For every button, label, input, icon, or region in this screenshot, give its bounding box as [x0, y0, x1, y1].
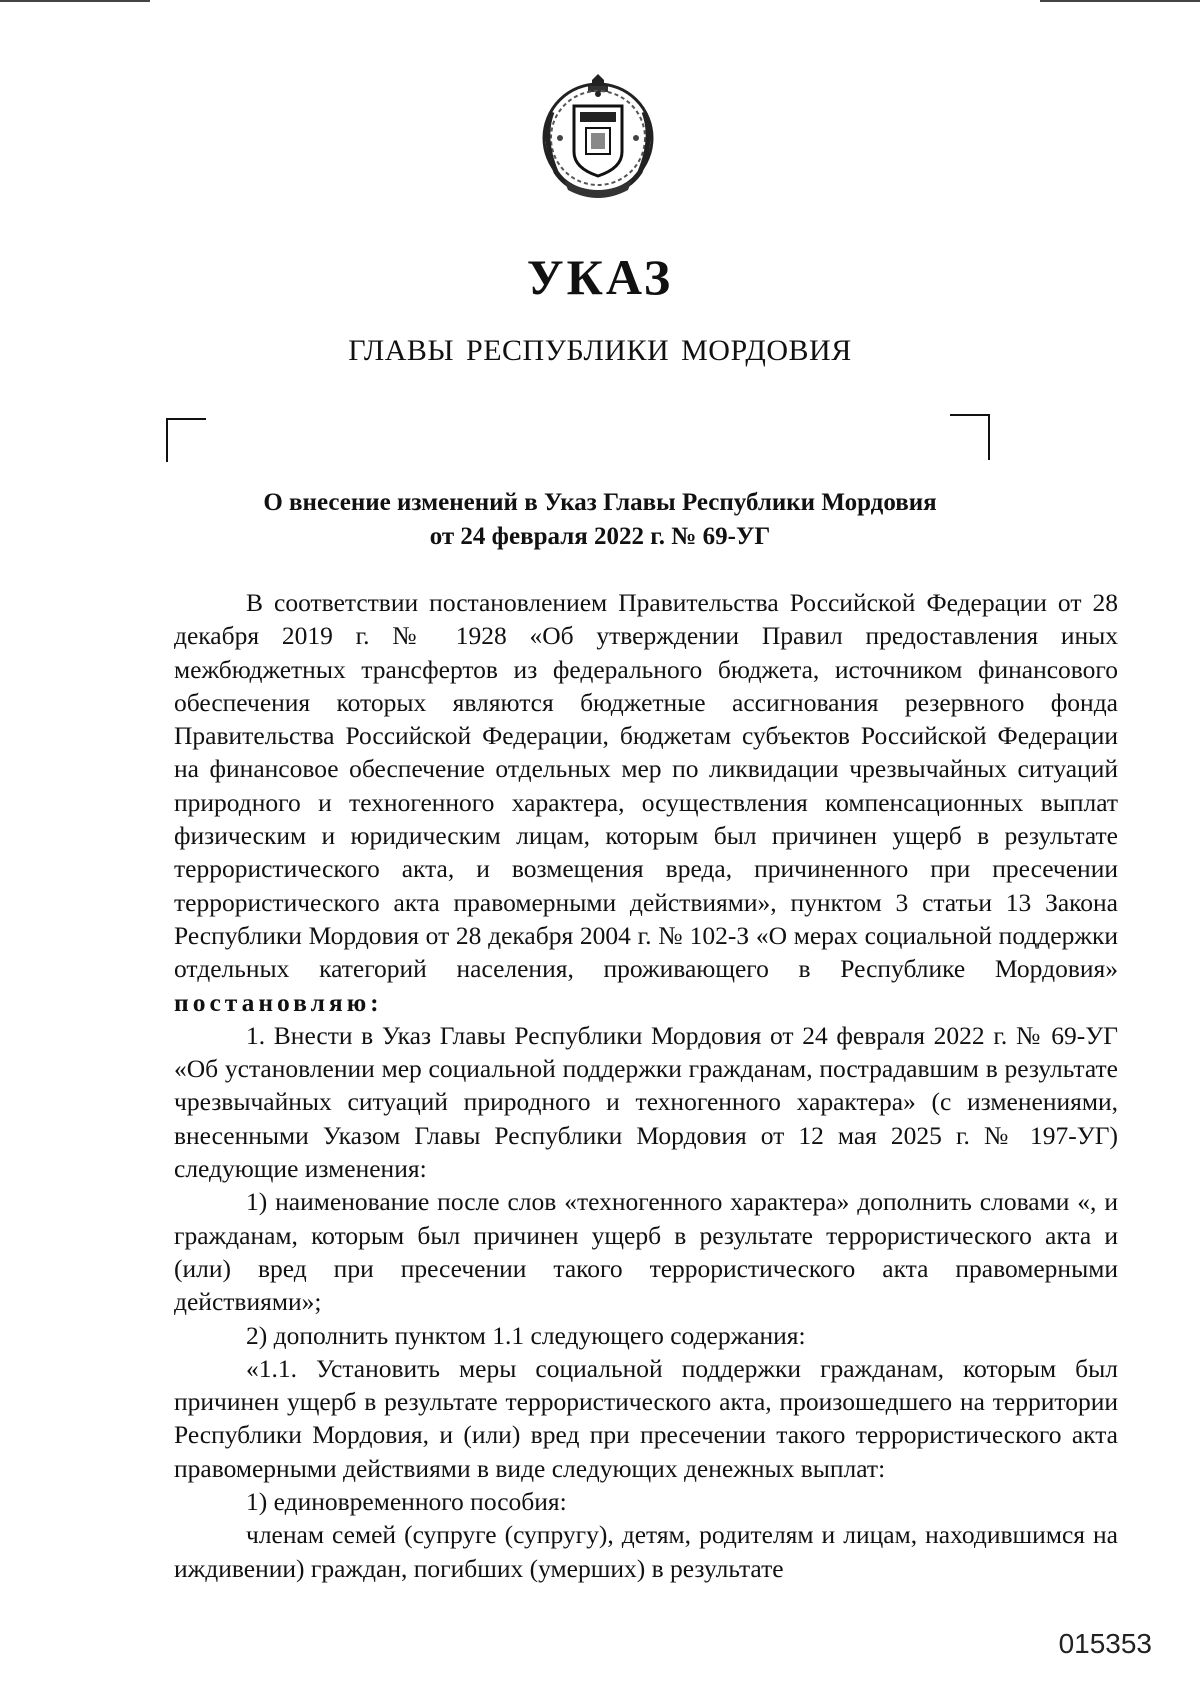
- paragraph-item-1-1: «1.1. Установить меры социальной поддержки гражданам, которым был причинен ущерб в результате террористического акта, произошедшего на территории Республики Мордовия, и (или) вред при пресечении такого террористического акта правомерными действиями в виде следующих денежных выплат:: [174, 1353, 1118, 1483]
- preamble-paragraph: [174, 586, 1118, 1019]
- preamble-text: В соответствии постановлением Правительства Российской Федерации от 28 декабря 2019 г. № 1928 «Об утверждении Правил предоставления иных межбюджетных трансфертов из федерального бюджета, источником финансового обеспечения которых являются бюджетные ассигнования резервного фонда Правительства Российской Федерации, бюджетам субъектов Российской Федерации на финансовое обеспечение отдельных мер по ликвидации чрезвычайных ситуаций природного и техногенного характера, осуществления компенсационных выплат физическим и юридическим лицам, которым был причинен ущерб в результате террористического акта, и возмещения вреда, причиненного при пресечении террористического акта правомерными действиями», пунктом 3 статьи 13 Закона Республики Мордовия от 28 декабря 2004 г. № 102-З «О мерах социальной поддержки отдельных категорий населения, проживающего в Республике Мордовия»: [174, 588, 1118, 984]
- document-body: [174, 586, 1118, 1585]
- title-bracket-left: [166, 418, 206, 462]
- title-bracket-right: [950, 414, 990, 460]
- paragraph-item-1: 1. Внести в Указ Главы Республики Мордовия от 24 февраля 2022 г. № 69-УГ «Об установлении мер социальной поддержки гражданам, пострадавшим в результате чрезвычайных ситуаций природного и техногенного характера» (с изменениями, внесенными Указом Главы Республики Мордовия от 12 мая 2025 г. № 197-УГ) следующие изменения:: [174, 1020, 1118, 1184]
- page-code: 015353: [1058, 1628, 1152, 1659]
- scan-artifact-top-right: [1040, 0, 1200, 2]
- coat-of-arms-icon: [534, 72, 662, 204]
- document-type-heading: УКАЗ: [526, 249, 674, 305]
- scan-artifact-top: [0, 0, 150, 2]
- document-title: [160, 486, 1040, 554]
- paragraph-subitem-2: 2) дополнить пунктом 1.1 следующего содержания:: [246, 1320, 806, 1350]
- paragraph-lump-sum: 1) единовременного пособия:: [246, 1487, 567, 1517]
- paragraph-subitem-1: 1) наименование после слов «техногенного характера» дополнить словами «, и гражданам, которым был причинен ущерб в результате террористического акта и (или) вред при пресечении такого террористического акта правомерными действиями»;: [174, 1187, 1118, 1317]
- paragraph-family-members: членам семей (супруге (супругу), детям, родителям и лицам, находившимся на иждивении) граждан, погибших (умерших) в результате: [174, 1520, 1118, 1583]
- document-authority: ГЛАВЫ РЕСПУБЛИКИ МОРДОВИЯ: [348, 334, 852, 367]
- document-title-line-1: О внесение изменений в Указ Главы Республики Мордовия: [263, 489, 937, 516]
- decree-word: постановляю:: [174, 987, 383, 1017]
- document-title-line-2: от 24 февраля 2022 г. № 69-УГ: [429, 523, 771, 550]
